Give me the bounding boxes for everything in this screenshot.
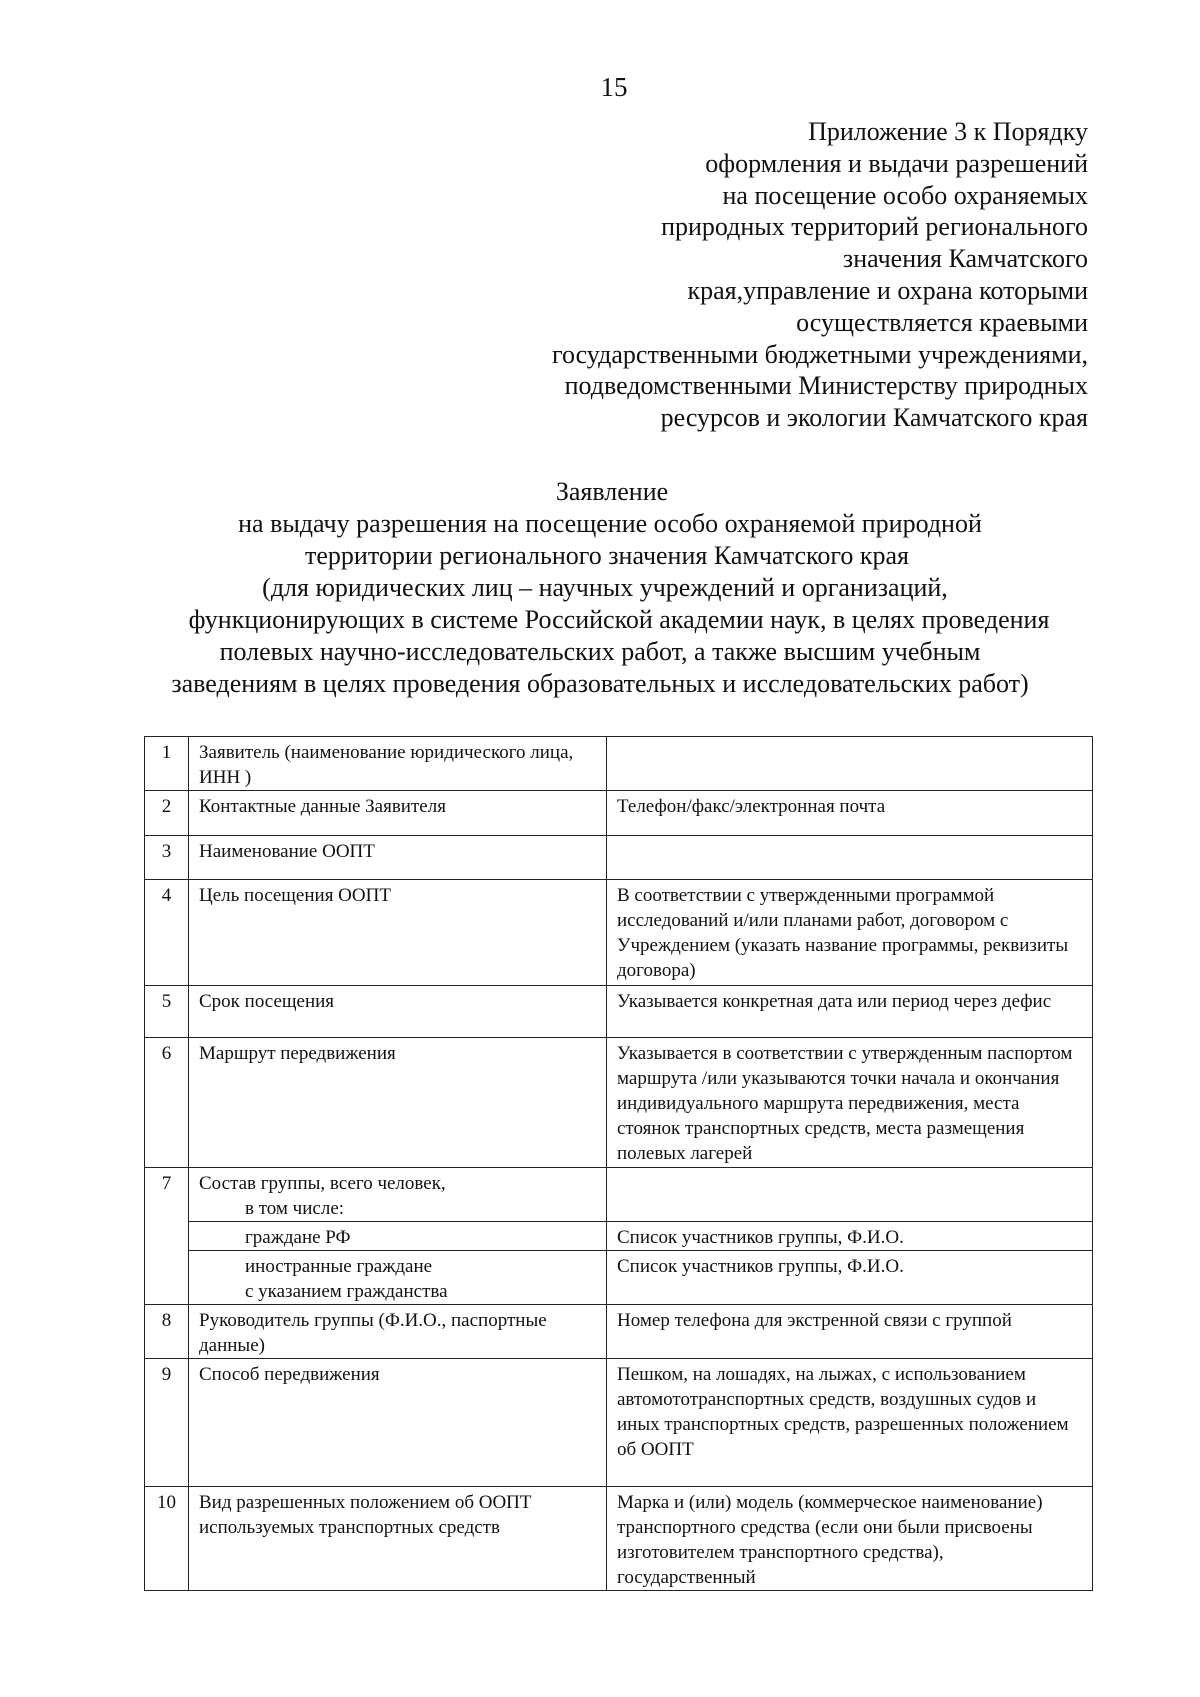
title-line: функционирующих в системе Российской академии наук, в целях проведения xyxy=(188,605,1050,634)
appendix-line: подведомственными Министерству природных xyxy=(564,371,1088,401)
appendix-line: оформления и выдачи разрешений xyxy=(705,148,1088,178)
row-label: Заявитель (наименование юридического лица, ИНН ) xyxy=(189,737,607,791)
table-row xyxy=(145,986,1093,1038)
row-number: 4 xyxy=(145,880,189,986)
row-label-main: иностранные граждане xyxy=(245,1256,433,1277)
row-value: Номер телефона для экстренной связи с группой xyxy=(607,1305,1093,1359)
appendix-line: на посещение особо охраняемых xyxy=(722,180,1088,210)
row-label: Цель посещения ООПТ xyxy=(189,880,607,986)
row-number: 1 xyxy=(145,737,189,791)
row-label xyxy=(189,1168,607,1222)
row-number: 9 xyxy=(145,1359,189,1487)
row-number: 7 xyxy=(145,1168,189,1305)
row-value xyxy=(607,836,1093,880)
title-line: на выдачу разрешения на посещение особо охраняемой природной xyxy=(238,509,982,538)
table-row xyxy=(145,737,1093,791)
row-label: граждане РФ xyxy=(189,1222,607,1251)
title-line: заведениям в целях проведения образовательных и исследовательских работ) xyxy=(171,669,1029,698)
row-value: Марка и (или) модель (коммерческое наименование) транспортного средства (если они были присвоены изготовителем транспортного средства), государственный xyxy=(607,1487,1093,1591)
row-number: 6 xyxy=(145,1038,189,1168)
table-row xyxy=(145,1305,1093,1359)
row-value: Указывается конкретная дата или период через дефис xyxy=(607,986,1093,1038)
row-value: Телефон/факс/электронная почта xyxy=(607,791,1093,836)
appendix-line: осуществляется краевыми xyxy=(796,307,1088,337)
document-title xyxy=(0,476,1200,700)
table-row xyxy=(145,836,1093,880)
table-row xyxy=(145,1038,1093,1168)
row-number: 5 xyxy=(145,986,189,1038)
row-label-main: Состав группы, всего человек, xyxy=(199,1173,446,1194)
appendix-line: ресурсов и экологии Камчатского края xyxy=(660,403,1088,433)
row-number: 3 xyxy=(145,836,189,880)
row-label: Срок посещения xyxy=(189,986,607,1038)
row-label: Контактные данные Заявителя xyxy=(189,791,607,836)
row-value: Указывается в соответствии с утвержденным паспортом маршрута /или указываются точки начала и окончания индивидуального маршрута передвижения, места стоянок транспортных средств, места размещения полевых лагерей xyxy=(607,1038,1093,1168)
row-value: Список участников группы, Ф.И.О. xyxy=(607,1251,1093,1305)
row-label-sub: с указанием гражданства xyxy=(245,1281,448,1302)
title-line: (для юридических лиц – научных учреждений и организаций, xyxy=(262,573,948,602)
appendix-line: природных территорий регионального xyxy=(661,212,1088,242)
row-label-sub: в том числе: xyxy=(245,1198,345,1219)
appendix-line: значения Камчатского xyxy=(842,244,1088,274)
table-row xyxy=(145,880,1093,986)
title-heading: Заявление xyxy=(555,477,669,506)
row-value xyxy=(607,737,1093,791)
table-row xyxy=(145,791,1093,836)
row-label: Способ передвижения xyxy=(189,1359,607,1487)
appendix-line: Приложение 3 к Порядку xyxy=(808,117,1088,146)
table-row xyxy=(145,1168,1093,1222)
row-label: Вид разрешенных положением об ООПТ используемых транспортных средств xyxy=(189,1487,607,1591)
row-number: 2 xyxy=(145,791,189,836)
row-number: 8 xyxy=(145,1305,189,1359)
appendix-note xyxy=(448,116,1088,434)
application-form-table xyxy=(144,736,1093,1591)
row-label: Наименование ООПТ xyxy=(189,836,607,880)
table-row xyxy=(145,1251,1093,1305)
row-value: Список участников группы, Ф.И.О. xyxy=(607,1222,1093,1251)
title-line: полевых научно-исследовательских работ, а также высшим учебным xyxy=(219,637,981,666)
row-value: В соответствии с утвержденными программой исследований и/или планами работ, договором с Учреждением (указать название программы, реквизиты договора) xyxy=(607,880,1093,986)
row-label: Руководитель группы (Ф.И.О., паспортные данные) xyxy=(189,1305,607,1359)
row-value: Пешком, на лошадях, на лыжах, с использованием автомототранспортных средств, воздушных судов и иных транспортных средств, разрешенных положением об ООПТ xyxy=(607,1359,1093,1487)
appendix-line: государственными бюджетными учреждениями, xyxy=(551,339,1088,369)
table-row xyxy=(145,1222,1093,1251)
row-value xyxy=(607,1168,1093,1222)
appendix-line: края,управление и охрана которыми xyxy=(687,275,1088,305)
row-label xyxy=(189,1251,607,1305)
page-number: 15 xyxy=(600,72,628,102)
title-line: территории регионального значения Камчатского края xyxy=(305,541,909,570)
row-label: Маршрут передвижения xyxy=(189,1038,607,1168)
row-number: 10 xyxy=(145,1487,189,1591)
table-row xyxy=(145,1487,1093,1591)
table-row xyxy=(145,1359,1093,1487)
